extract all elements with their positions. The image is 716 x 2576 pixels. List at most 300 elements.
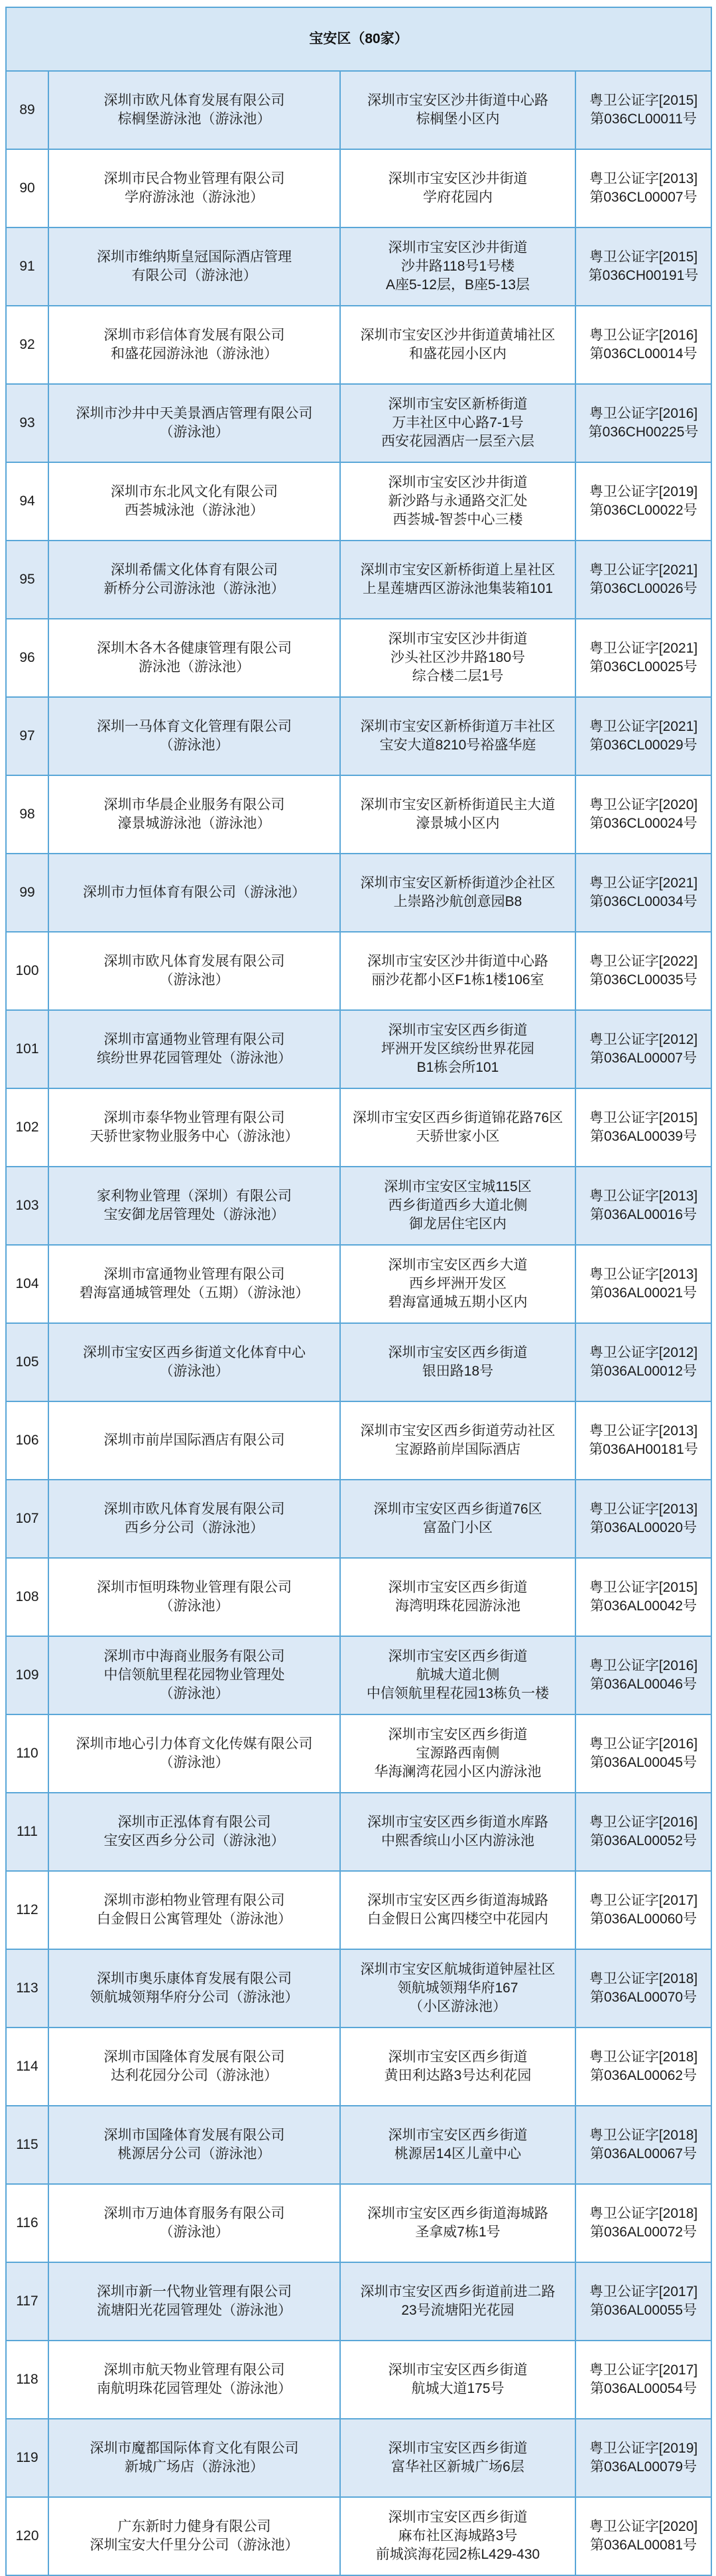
license-number-line: 粤卫公证字[2016] [589,1815,698,1830]
address-line: 深圳市宝安区航城街道钟屋社区 [360,1962,556,1977]
address [340,1793,575,1871]
address-line: 深圳市宝安区西乡街道劳动社区 [360,1423,556,1439]
operator-name-line: 新城广场店（游泳池） [125,2459,264,2475]
address-line: 麻布社区海城路3号 [398,2528,518,2544]
operator-name-line: 深圳市正泓体育有限公司 [117,1815,271,1830]
operator-name [48,1793,340,1871]
license-number-line: 粤卫公证字[2019] [589,2441,698,2456]
license-number-line: 第036CL00026号 [589,581,697,596]
operator-name [48,1323,340,1401]
license-number-line: 第036AL00042号 [589,1598,697,1614]
operator-name-line: 深圳市东北风文化有限公司 [111,484,278,499]
license-number [575,541,711,619]
operator-name-line: 深圳市澎柏物业管理有限公司 [103,1893,285,1908]
row-number: 101 [6,1010,48,1088]
operator-name [48,1245,340,1323]
operator-name [48,384,340,462]
operator-name-line: 深圳市民合物业管理有限公司 [103,171,285,186]
license-number-line: 第036AL00039号 [589,1129,697,1144]
operator-name [48,1949,340,2028]
address-line: B1栋会所101 [416,1060,499,1075]
operator-name-line: 碧海富通城管理处（五期）（游泳池） [79,1285,310,1301]
operator-name-line: （游泳池） [159,738,229,753]
license-number-line: 第036AL00070号 [589,1990,697,2005]
operator-name-line: 广东新时力健身有限公司 [117,2519,271,2534]
license-number-line: 粤卫公证字[2021] [589,641,698,656]
license-number-line: 第036AL00012号 [589,1364,697,1379]
operator-name-line: 和盛花园游泳池（游泳池） [111,346,278,361]
operator-name [48,306,340,384]
operator-name [48,697,340,775]
address [340,1949,575,2028]
operator-name-line: 缤纷世界花园管理处（游泳池） [97,1051,292,1066]
license-number-line: 第036AL00046号 [589,1677,697,1692]
table-row [6,854,711,932]
table-row [6,1323,711,1401]
address-line: 23号流塘阳光花园 [401,2303,514,2318]
table-row [6,1636,711,1714]
operator-name [48,149,340,227]
table-row [6,619,711,697]
address-line: 上星莲塘西区游泳池集装箱101 [362,581,554,596]
row-number: 103 [6,1167,48,1245]
license-number-line: 第036AL00052号 [589,1833,697,1848]
row-number: 119 [6,2419,48,2497]
license-number-line: 第036AL00045号 [589,1755,697,1770]
address [340,1401,575,1480]
address-line: 深圳市宝安区西乡街道海城路 [367,1893,548,1908]
license-number-line: 粤卫公证字[2016] [589,406,698,421]
operator-name-line: 深圳宝安大仟里分公司（游泳池） [90,2538,299,2553]
table-row [6,1245,711,1323]
address-line: 学府花园内 [423,190,493,205]
row-number: 118 [6,2341,48,2419]
license-number-line: 粤卫公证字[2013] [589,1502,698,1517]
license-number-line: 第036CH00225号 [588,424,699,440]
address [340,462,575,541]
table-row [6,2106,711,2184]
license-number-line: 粤卫公证字[2018] [589,2049,698,2065]
license-number [575,2341,711,2419]
license-number [575,1949,711,2028]
address-line: 深圳市宝安区西乡街道 [388,1727,528,1742]
table-row [6,306,711,384]
pool-license-table [5,7,712,2576]
license-number [575,775,711,854]
license-number-line: 第036AL00055号 [589,2303,697,2318]
row-number: 97 [6,697,48,775]
table-row [6,2341,711,2419]
address [340,541,575,619]
address-line: 宝安大道8210号裕盛华庭 [379,738,536,753]
table-row [6,2028,711,2106]
row-number: 112 [6,1871,48,1949]
row-number: 113 [6,1949,48,2028]
operator-name-line: 有限公司（游泳池） [131,268,257,283]
license-number [575,854,711,932]
address [340,854,575,932]
address-line: 前城滨海花园2栋L429-430 [375,2547,540,2562]
operator-name [48,1871,340,1949]
address-line: 中信领航里程花园13栋负一楼 [366,1686,550,1701]
license-number [575,1245,711,1323]
address [340,2106,575,2184]
license-number [575,2497,711,2575]
address-line: 坪洲开发区缤纷世界花园 [381,1041,534,1057]
table-row [6,462,711,541]
license-number [575,1871,711,1949]
address-line: 御龙居住宅区内 [409,1216,507,1232]
license-number [575,1793,711,1871]
table-row [6,1480,711,1558]
table-row [6,1558,711,1636]
operator-name-line: 宝安区西乡分公司（游泳池） [103,1833,285,1848]
address-line: 天骄世家小区 [416,1129,500,1144]
license-number-line: 粤卫公证字[2017] [589,2284,698,2299]
address-line: 圣拿威7栋1号 [415,2224,501,2240]
address-line: 西荟城-智荟中心三楼 [392,512,523,527]
table-row [6,2262,711,2341]
address-line: 深圳市宝安区宝城115区 [384,1179,532,1194]
operator-name [48,775,340,854]
license-number-line: 粤卫公证字[2021] [589,562,698,578]
operator-name-line: 深圳市国隆体育发展有限公司 [103,2128,285,2143]
license-number [575,462,711,541]
address-line: 深圳市宝安区西乡街道 [388,1345,528,1360]
address-line: 航城大道175号 [411,2381,505,2396]
license-number [575,2028,711,2106]
table-row [6,384,711,462]
license-number-line: 第036CL00014号 [589,346,697,361]
operator-name-line: （游泳池） [159,1598,229,1614]
address-line: 深圳市宝安区西乡街道76区 [373,1502,542,1517]
address [340,2341,575,2419]
license-number [575,71,711,149]
table-row [6,775,711,854]
address [340,697,575,775]
license-number [575,149,711,227]
operator-name-line: 深圳市力恒体育有限公司（游泳池） [83,885,306,900]
operator-name-line: 深圳市华晨企业服务有限公司 [103,797,285,812]
operator-name [48,2419,340,2497]
operator-name [48,1480,340,1558]
license-number-line: 粤卫公证字[2016] [589,1736,698,1752]
license-number-line: 第036CL00029号 [589,738,697,753]
license-number-line: 粤卫公证字[2015] [589,93,698,108]
row-number: 117 [6,2262,48,2341]
address-line: 西乡街道西乡大道北侧 [388,1198,528,1213]
operator-name-line: 深圳市国隆体育发展有限公司 [103,2049,285,2065]
address-line: 碧海富通城五期小区内 [388,1295,528,1310]
license-number [575,1714,711,1793]
address-line: 深圳市宝安区沙井街道黄埔社区 [360,328,556,343]
operator-name-line: 深圳市奥乐康体育发展有限公司 [97,1971,292,1986]
license-number-line: 第036CL00022号 [589,503,697,518]
address-line: 富华社区新城广场6层 [391,2459,524,2475]
table-title: 宝安区（80家） [6,7,711,71]
operator-name-line: 深圳市彩信体育发展有限公司 [103,328,285,343]
address-line: 宝源路西南侧 [416,1746,500,1761]
address [340,1167,575,1245]
license-number [575,1636,711,1714]
address [340,1871,575,1949]
license-number-line: 第036AL00079号 [589,2459,697,2475]
row-number: 102 [6,1088,48,1167]
operator-name [48,932,340,1010]
operator-name-line: 深圳市中海商业服务有限公司 [103,1649,285,1664]
operator-name-line: 新桥分公司游泳池（游泳池） [103,581,285,596]
address [340,149,575,227]
operator-name-line: 深圳市魔都国际体育文化有限公司 [90,2441,299,2456]
operator-name [48,1088,340,1167]
license-number-line: 第036AL00067号 [589,2146,697,2161]
row-number: 105 [6,1323,48,1401]
operator-name-line: 桃源居分公司（游泳池） [117,2146,271,2161]
operator-name-line: 棕榈堡游泳池（游泳池） [117,111,271,127]
license-number-line: 粤卫公证字[2018] [589,1971,698,1986]
address-line: 深圳市宝安区西乡街道 [388,2128,528,2143]
address-line: 白金假日公寓四楼空中花园内 [367,1911,548,1927]
operator-name [48,2262,340,2341]
operator-name-line: 深圳市维纳斯皇冠国际酒店管理 [97,249,292,265]
license-number-line: 粤卫公证字[2016] [589,328,698,343]
license-number-line: 粤卫公证字[2019] [589,484,698,499]
operator-name [48,1558,340,1636]
row-number: 115 [6,2106,48,2184]
license-number [575,1401,711,1480]
address-line: 深圳市宝安区新桥街道万丰社区 [360,719,556,734]
address [340,306,575,384]
row-number: 100 [6,932,48,1010]
table-row [6,1401,711,1480]
address-line: 深圳市宝安区沙井街道 [388,475,528,490]
license-number [575,1088,711,1167]
row-number: 110 [6,1714,48,1793]
operator-name-line: 中信领航里程花园物业管理处 [103,1667,285,1683]
operator-name [48,2184,340,2262]
address-line: 沙头社区沙井路180号 [390,650,526,665]
operator-name-line: （游泳池） [159,1364,229,1379]
address-line: A座5-12层，B座5-13层 [385,277,530,292]
row-number: 99 [6,854,48,932]
operator-name-line: 西乡分公司（游泳池） [125,1520,264,1535]
license-number-line: 粤卫公证字[2012] [589,1032,698,1047]
license-number-line: 粤卫公证字[2021] [589,719,698,734]
operator-name-line: 深圳市富通物业管理有限公司 [103,1032,285,1047]
operator-name-line: 深圳市新一代物业管理有限公司 [97,2284,292,2299]
table-row [6,71,711,149]
operator-name-line: （游泳池） [159,1686,229,1701]
license-number [575,1010,711,1088]
address-line: 上崇路沙航创意园B8 [393,894,522,909]
operator-name [48,2028,340,2106]
row-number: 116 [6,2184,48,2262]
operator-name [48,541,340,619]
address-line: 深圳市宝安区西乡街道 [388,2441,528,2456]
row-number: 107 [6,1480,48,1558]
address [340,71,575,149]
operator-name [48,227,340,306]
license-number-line: 第036AL00081号 [589,2538,697,2553]
table-body [6,71,711,2575]
license-number-line: 第036AL00021号 [589,1285,697,1301]
operator-name [48,1401,340,1480]
address [340,384,575,462]
license-number [575,619,711,697]
address-line: 深圳市宝安区新桥街道民主大道 [360,797,556,812]
license-number [575,1323,711,1401]
license-number-line: 粤卫公证字[2018] [589,2206,698,2221]
row-number: 92 [6,306,48,384]
license-number [575,306,711,384]
operator-name-line: 深圳市沙井中天美景酒店管理有限公司 [76,406,313,421]
address [340,2419,575,2497]
address [340,1558,575,1636]
operator-name [48,1010,340,1088]
address [340,619,575,697]
address [340,1010,575,1088]
license-number-line: 第036CL00024号 [589,816,697,831]
address-line: 深圳市宝安区西乡街道 [388,1023,528,1038]
license-number-line: 粤卫公证字[2015] [589,1580,698,1595]
operator-name-line: 游泳池（游泳池） [139,659,250,675]
license-number-line: 第036CL00035号 [589,972,697,988]
license-number [575,227,711,306]
license-number-line: 粤卫公证字[2020] [589,2519,698,2534]
row-number: 95 [6,541,48,619]
license-number-line: 粤卫公证字[2020] [589,797,698,812]
operator-name [48,854,340,932]
address-line: 深圳市宝安区沙井街道 [388,240,528,255]
address-line: 华海澜湾花园小区内游泳池 [374,1764,542,1779]
address [340,1480,575,1558]
operator-name-line: 宝安御龙居管理处（游泳池） [103,1207,285,1222]
address [340,1636,575,1714]
operator-name-line: 深圳市宝安区西乡街道文化体育中心 [83,1345,306,1360]
address-line: 深圳市宝安区西乡街道水库路 [367,1815,548,1830]
license-number [575,1167,711,1245]
address-line: 深圳市宝安区新桥街道 [388,397,528,412]
address-line: 深圳市宝安区西乡大道 [388,1257,528,1273]
license-number-line: 第036AL00020号 [589,1520,697,1535]
operator-name [48,462,340,541]
license-number-line: 粤卫公证字[2018] [589,2128,698,2143]
operator-name-line: 西荟城泳池（游泳池） [125,503,264,518]
address-line: 深圳市宝安区西乡街道 [388,2049,528,2065]
license-number [575,1558,711,1636]
address-line: 西安花园酒店一层至六层 [381,434,534,449]
address [340,1323,575,1401]
license-number-line: 粤卫公证字[2013] [589,1267,698,1282]
license-number [575,1480,711,1558]
address-line: 深圳市宝安区新桥街道沙企社区 [360,875,556,891]
address-line: 黄田利达路3号达利花园 [384,2068,532,2083]
address-line: 深圳市宝安区沙井街道中心路 [367,954,548,969]
address-line: 领航城领翔华府167 [397,1980,518,1996]
row-number: 114 [6,2028,48,2106]
license-number-line: 第036CL00034号 [589,894,697,909]
row-number: 98 [6,775,48,854]
address-line: 西乡坪洲开发区 [409,1276,507,1291]
license-number [575,2262,711,2341]
operator-name-line: 南航明珠花园管理处（游泳池） [97,2381,292,2396]
address-line: 宝源路前岸国际酒店 [395,1442,520,1457]
operator-name-line: （游泳池） [159,1755,229,1770]
row-number: 106 [6,1401,48,1480]
license-number-line: 粤卫公证字[2021] [589,875,698,891]
license-number-line: 第036AL00060号 [589,1911,697,1927]
row-number: 90 [6,149,48,227]
address-line: 棕榈堡小区内 [416,111,500,127]
license-number-line: 第036AH00181号 [589,1442,698,1457]
license-number-line: 第036AL00016号 [589,1207,697,1222]
operator-name [48,1714,340,1793]
operator-name [48,71,340,149]
address-line: 深圳市宝安区沙井街道 [388,171,528,186]
table-row [6,1010,711,1088]
license-number-line: 粤卫公证字[2013] [589,1189,698,1204]
address-line: 深圳市宝安区西乡街道 [388,1649,528,1664]
license-number-line: 粤卫公证字[2017] [589,2362,698,2378]
license-number-line: 粤卫公证字[2013] [589,171,698,186]
license-number [575,697,711,775]
table-row [6,541,711,619]
license-number-line: 粤卫公证字[2016] [589,1658,698,1673]
table-row [6,1167,711,1245]
operator-name-line: 深圳一马体育文化管理有限公司 [97,719,292,734]
operator-name-line: 学府游泳池（游泳池） [125,190,264,205]
address-line: 深圳市宝安区西乡街道海城路 [367,2206,548,2221]
row-number: 89 [6,71,48,149]
address-line: 深圳市宝安区西乡街道 [388,2362,528,2378]
address [340,2184,575,2262]
table-row [6,1714,711,1793]
operator-name-line: （游泳池） [159,424,229,440]
license-number-line: 粤卫公证字[2017] [589,1893,698,1908]
address [340,1088,575,1167]
operator-name-line: 深圳市航天物业管理有限公司 [103,2362,285,2378]
row-number: 111 [6,1793,48,1871]
row-number: 96 [6,619,48,697]
operator-name-line: 深圳希儒文化体育有限公司 [111,562,278,578]
operator-name [48,1167,340,1245]
license-number-line: 第036AL00007号 [589,1051,697,1066]
address-line: （小区游泳池） [409,1999,507,2014]
operator-name-line: 深圳市欧凡体育发展有限公司 [103,93,285,108]
operator-name-line: 深圳市恒明珠物业管理有限公司 [97,1580,292,1595]
operator-name-line: 天骄世家物业服务中心（游泳池） [90,1129,299,1144]
address [340,1245,575,1323]
row-number: 108 [6,1558,48,1636]
license-number-line: 第036AL00062号 [589,2068,697,2083]
license-number [575,932,711,1010]
address-line: 深圳市宝安区西乡街道前进二路 [360,2284,556,2299]
operator-name [48,2106,340,2184]
row-number: 94 [6,462,48,541]
operator-name-line: 深圳市欧凡体育发展有限公司 [103,954,285,969]
operator-name-line: 深圳市地心引力体育文化传媒有限公司 [76,1736,313,1752]
table-row [6,1088,711,1167]
table-row [6,2184,711,2262]
license-number-line: 第036CL00025号 [589,659,697,675]
license-number-line: 第036CL00007号 [589,190,697,205]
address-line: 万丰社区中心路7-1号 [392,415,524,430]
license-number-line: 第036AL00054号 [589,2381,697,2396]
address-line: 海湾明珠花园游泳池 [395,1598,520,1614]
address [340,227,575,306]
operator-name-line: 深圳市前岸国际酒店有限公司 [103,1433,285,1448]
address [340,2262,575,2341]
